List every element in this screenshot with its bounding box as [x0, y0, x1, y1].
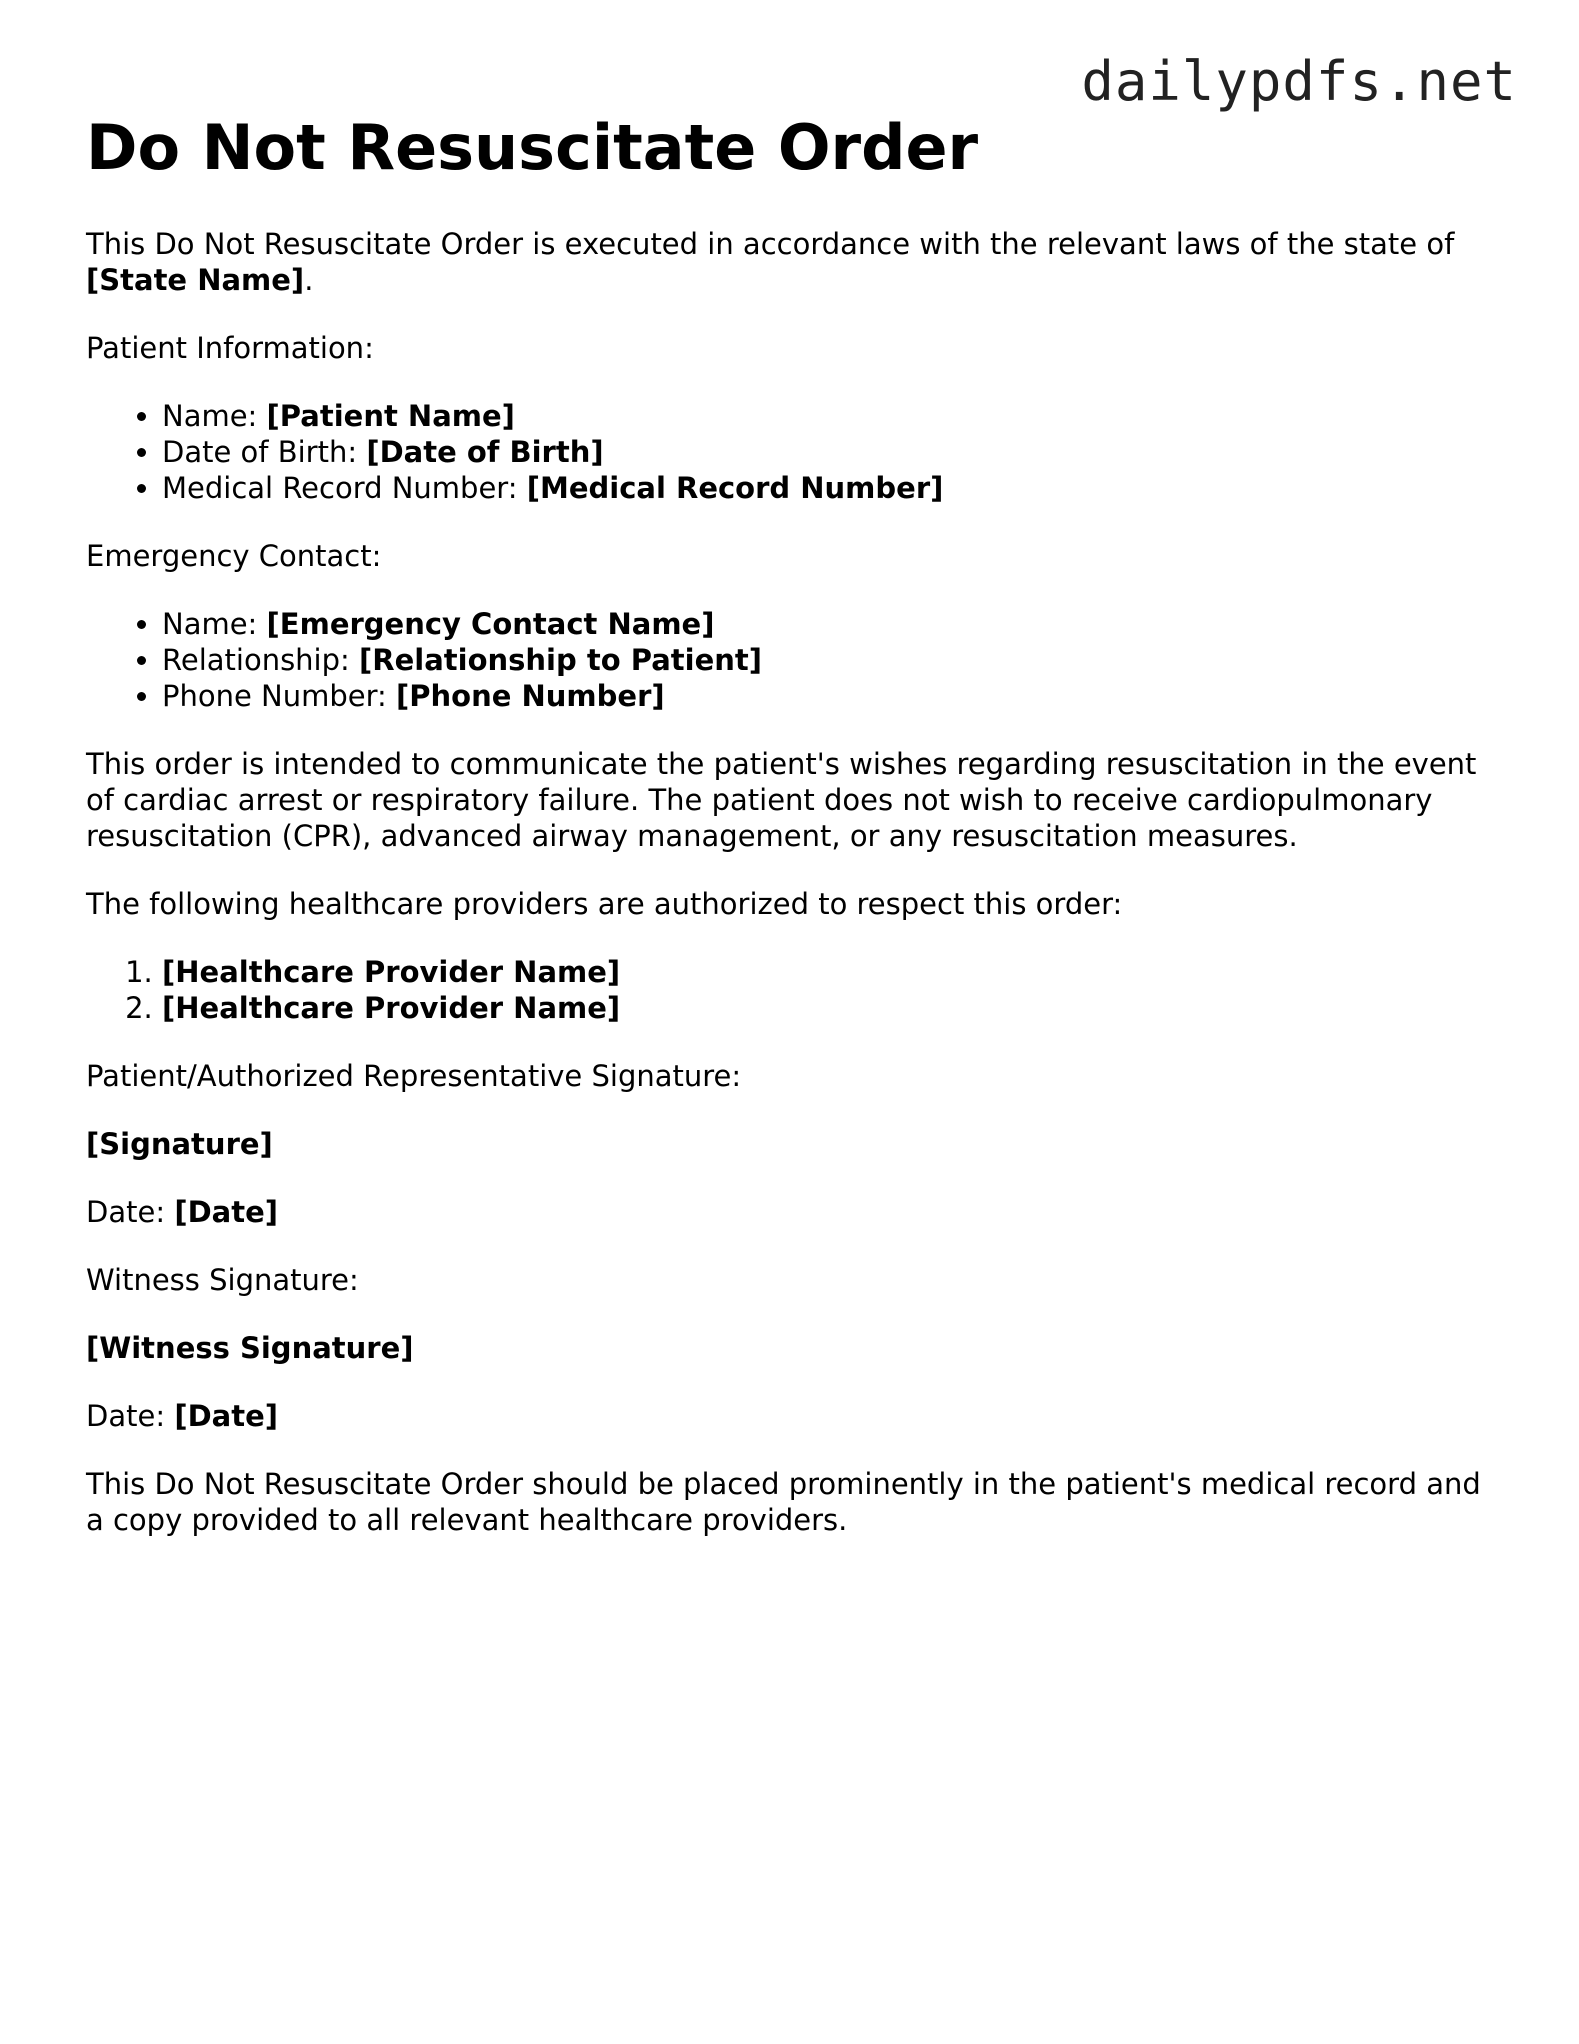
closing-paragraph: This Do Not Resuscitate Order should be placed prominently in the patient's medical record and a copy provided to all relevant healthcare providers.: [86, 1467, 1481, 1537]
phone-number-placeholder: [Phone Number]: [396, 679, 665, 713]
intro-text: This Do Not Resuscitate Order is executed in accordance with the relevant laws of the state of: [86, 227, 1455, 261]
field-label: Name:: [162, 607, 267, 641]
document-title: Do Not Resuscitate Order: [86, 111, 979, 184]
list-item: [162, 606, 1486, 642]
field-label: Phone Number:: [162, 679, 397, 713]
list-item: [162, 434, 1486, 470]
provider-name-placeholder: [Healthcare Provider Name]: [162, 955, 621, 989]
emergency-contact-list: [86, 606, 1486, 714]
list-item: [162, 398, 1486, 434]
field-label: Relationship:: [162, 643, 360, 677]
patient-name-placeholder: [Patient Name]: [266, 399, 515, 433]
intro-period: .: [304, 263, 314, 297]
list-item: [162, 470, 1486, 506]
list-item: [162, 642, 1486, 678]
list-item: [162, 954, 1486, 990]
patient-signature-date: [86, 1194, 1486, 1230]
providers-list: [86, 954, 1486, 1026]
list-item: [162, 678, 1486, 714]
field-label: Medical Record Number:: [162, 471, 527, 505]
medical-record-number-placeholder: [Medical Record Number]: [526, 471, 944, 505]
field-label: Date:: [86, 1195, 175, 1229]
signature-placeholder: [Signature]: [86, 1127, 273, 1161]
witness-signature-line: [86, 1330, 1486, 1366]
field-label: Date of Birth:: [162, 435, 367, 469]
state-placeholder: [State Name]: [86, 263, 305, 297]
date-placeholder: [Date]: [174, 1195, 278, 1229]
list-item: [162, 990, 1486, 1026]
purpose-paragraph: This order is intended to communicate the patient's wishes regarding resuscitation in the event of cardiac arrest or respiratory failure. The patient does not wish to receive cardiopulmonary resuscitation (CPR), advanced airway management, or any resuscitation measures.: [86, 747, 1477, 853]
witness-signature-heading: Witness Signature:: [86, 1263, 359, 1297]
patient-info-list: [86, 398, 1486, 506]
emergency-contact-heading: Emergency Contact:: [86, 539, 382, 573]
providers-heading: The following healthcare providers are authorized to respect this order:: [86, 887, 1123, 921]
witness-signature-placeholder: [Witness Signature]: [86, 1331, 414, 1365]
witness-signature-date: [86, 1398, 1486, 1434]
field-label: Name:: [162, 399, 267, 433]
relationship-placeholder: [Relationship to Patient]: [359, 643, 763, 677]
date-of-birth-placeholder: [Date of Birth]: [366, 435, 604, 469]
date-placeholder: [Date]: [174, 1399, 278, 1433]
emergency-contact-name-placeholder: [Emergency Contact Name]: [266, 607, 715, 641]
field-label: Date:: [86, 1399, 175, 1433]
patient-info-heading: Patient Information:: [86, 331, 374, 365]
intro-paragraph: [86, 226, 1486, 298]
provider-name-placeholder: [Healthcare Provider Name]: [162, 991, 621, 1025]
patient-signature-line: [86, 1126, 1486, 1162]
patient-signature-heading: Patient/Authorized Representative Signature:: [86, 1059, 742, 1093]
watermark: dailypdfs.net: [1081, 50, 1517, 113]
document-body: [86, 110, 1486, 1570]
